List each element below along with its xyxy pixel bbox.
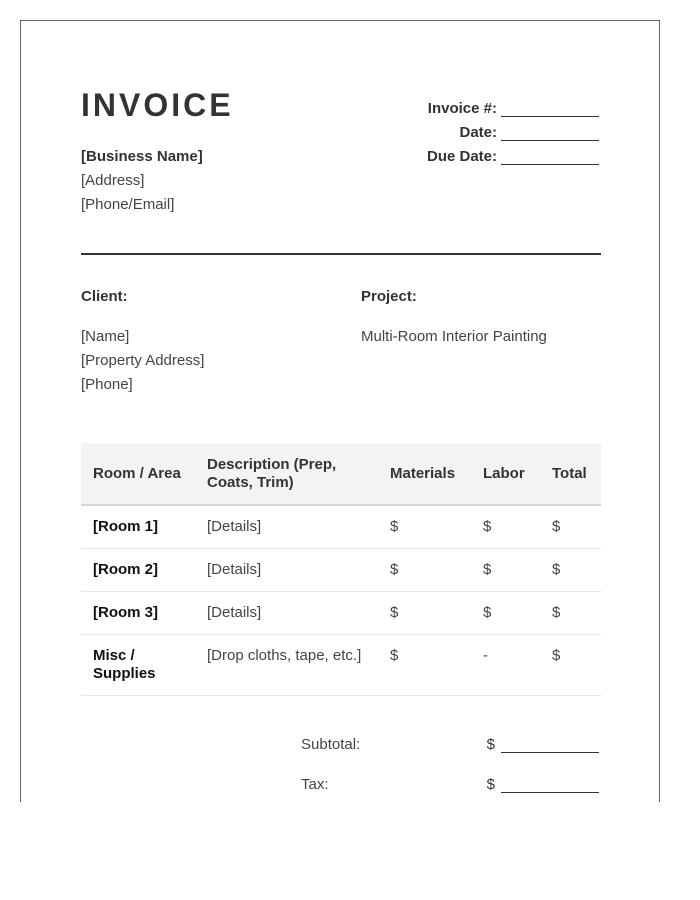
header-room: Room / Area: [81, 443, 195, 505]
due-date-label: Due Date:: [426, 148, 497, 165]
row-materials: $: [378, 549, 471, 592]
row-room: [Room 3]: [81, 592, 195, 635]
client-address: [Property Address]: [81, 352, 205, 369]
due-date-row: [427, 148, 599, 165]
row-room: Misc / Supplies: [81, 635, 195, 696]
header-total: Total: [540, 443, 601, 505]
tax-label: Tax:: [301, 776, 329, 793]
table-row: [81, 505, 601, 549]
header-divider: [81, 253, 601, 255]
table-row: [81, 549, 601, 592]
business-address: [Address]: [81, 172, 145, 189]
invoice-number-label: Invoice #:: [427, 100, 497, 117]
business-name: [Business Name]: [81, 148, 203, 165]
row-materials: $: [378, 635, 471, 696]
row-description: [Details]: [195, 592, 378, 635]
business-contact: [Phone/Email]: [81, 196, 175, 213]
invoice-sheet: [20, 20, 660, 802]
subtotal-blank[interactable]: [501, 737, 599, 753]
project-value: Multi-Room Interior Painting: [361, 328, 547, 345]
due-date-blank[interactable]: [501, 149, 599, 165]
subtotal-value: [487, 736, 599, 753]
invoice-title: INVOICE: [81, 87, 234, 123]
header-labor: Labor: [471, 443, 540, 505]
row-labor: $: [471, 592, 540, 635]
invoice-date-blank[interactable]: [501, 125, 599, 141]
invoice-date-row: [459, 124, 599, 141]
row-description: [Details]: [195, 549, 378, 592]
row-total: $: [540, 505, 601, 549]
row-materials: $: [378, 592, 471, 635]
invoice-date-label: Date:: [459, 124, 497, 141]
row-room: [Room 1]: [81, 505, 195, 549]
header-materials: Materials: [378, 443, 471, 505]
row-labor: $: [471, 549, 540, 592]
table-row: [81, 592, 601, 635]
client-phone: [Phone]: [81, 376, 133, 393]
invoice-number-row: [428, 100, 599, 117]
row-total: $: [540, 592, 601, 635]
tax-value: [487, 776, 599, 793]
subtotal-currency: $: [486, 736, 495, 753]
client-label: Client:: [81, 288, 128, 305]
tax-blank[interactable]: [501, 777, 599, 793]
row-labor: $: [471, 505, 540, 549]
project-label: Project:: [361, 288, 417, 305]
table-header-row: [81, 443, 601, 505]
line-items-table: [81, 443, 601, 696]
table-row: [81, 635, 601, 696]
subtotal-label: Subtotal:: [301, 736, 361, 753]
invoice-number-blank[interactable]: [501, 101, 599, 117]
row-room: [Room 2]: [81, 549, 195, 592]
row-total: $: [540, 549, 601, 592]
row-labor: -: [471, 635, 540, 696]
row-materials: $: [378, 505, 471, 549]
row-description: [Drop cloths, tape, etc.]: [195, 635, 378, 696]
client-name: [Name]: [81, 328, 130, 345]
tax-currency: $: [486, 776, 495, 793]
header-description: Description (Prep, Coats, Trim): [195, 443, 378, 505]
row-total: $: [540, 635, 601, 696]
row-description: [Details]: [195, 505, 378, 549]
